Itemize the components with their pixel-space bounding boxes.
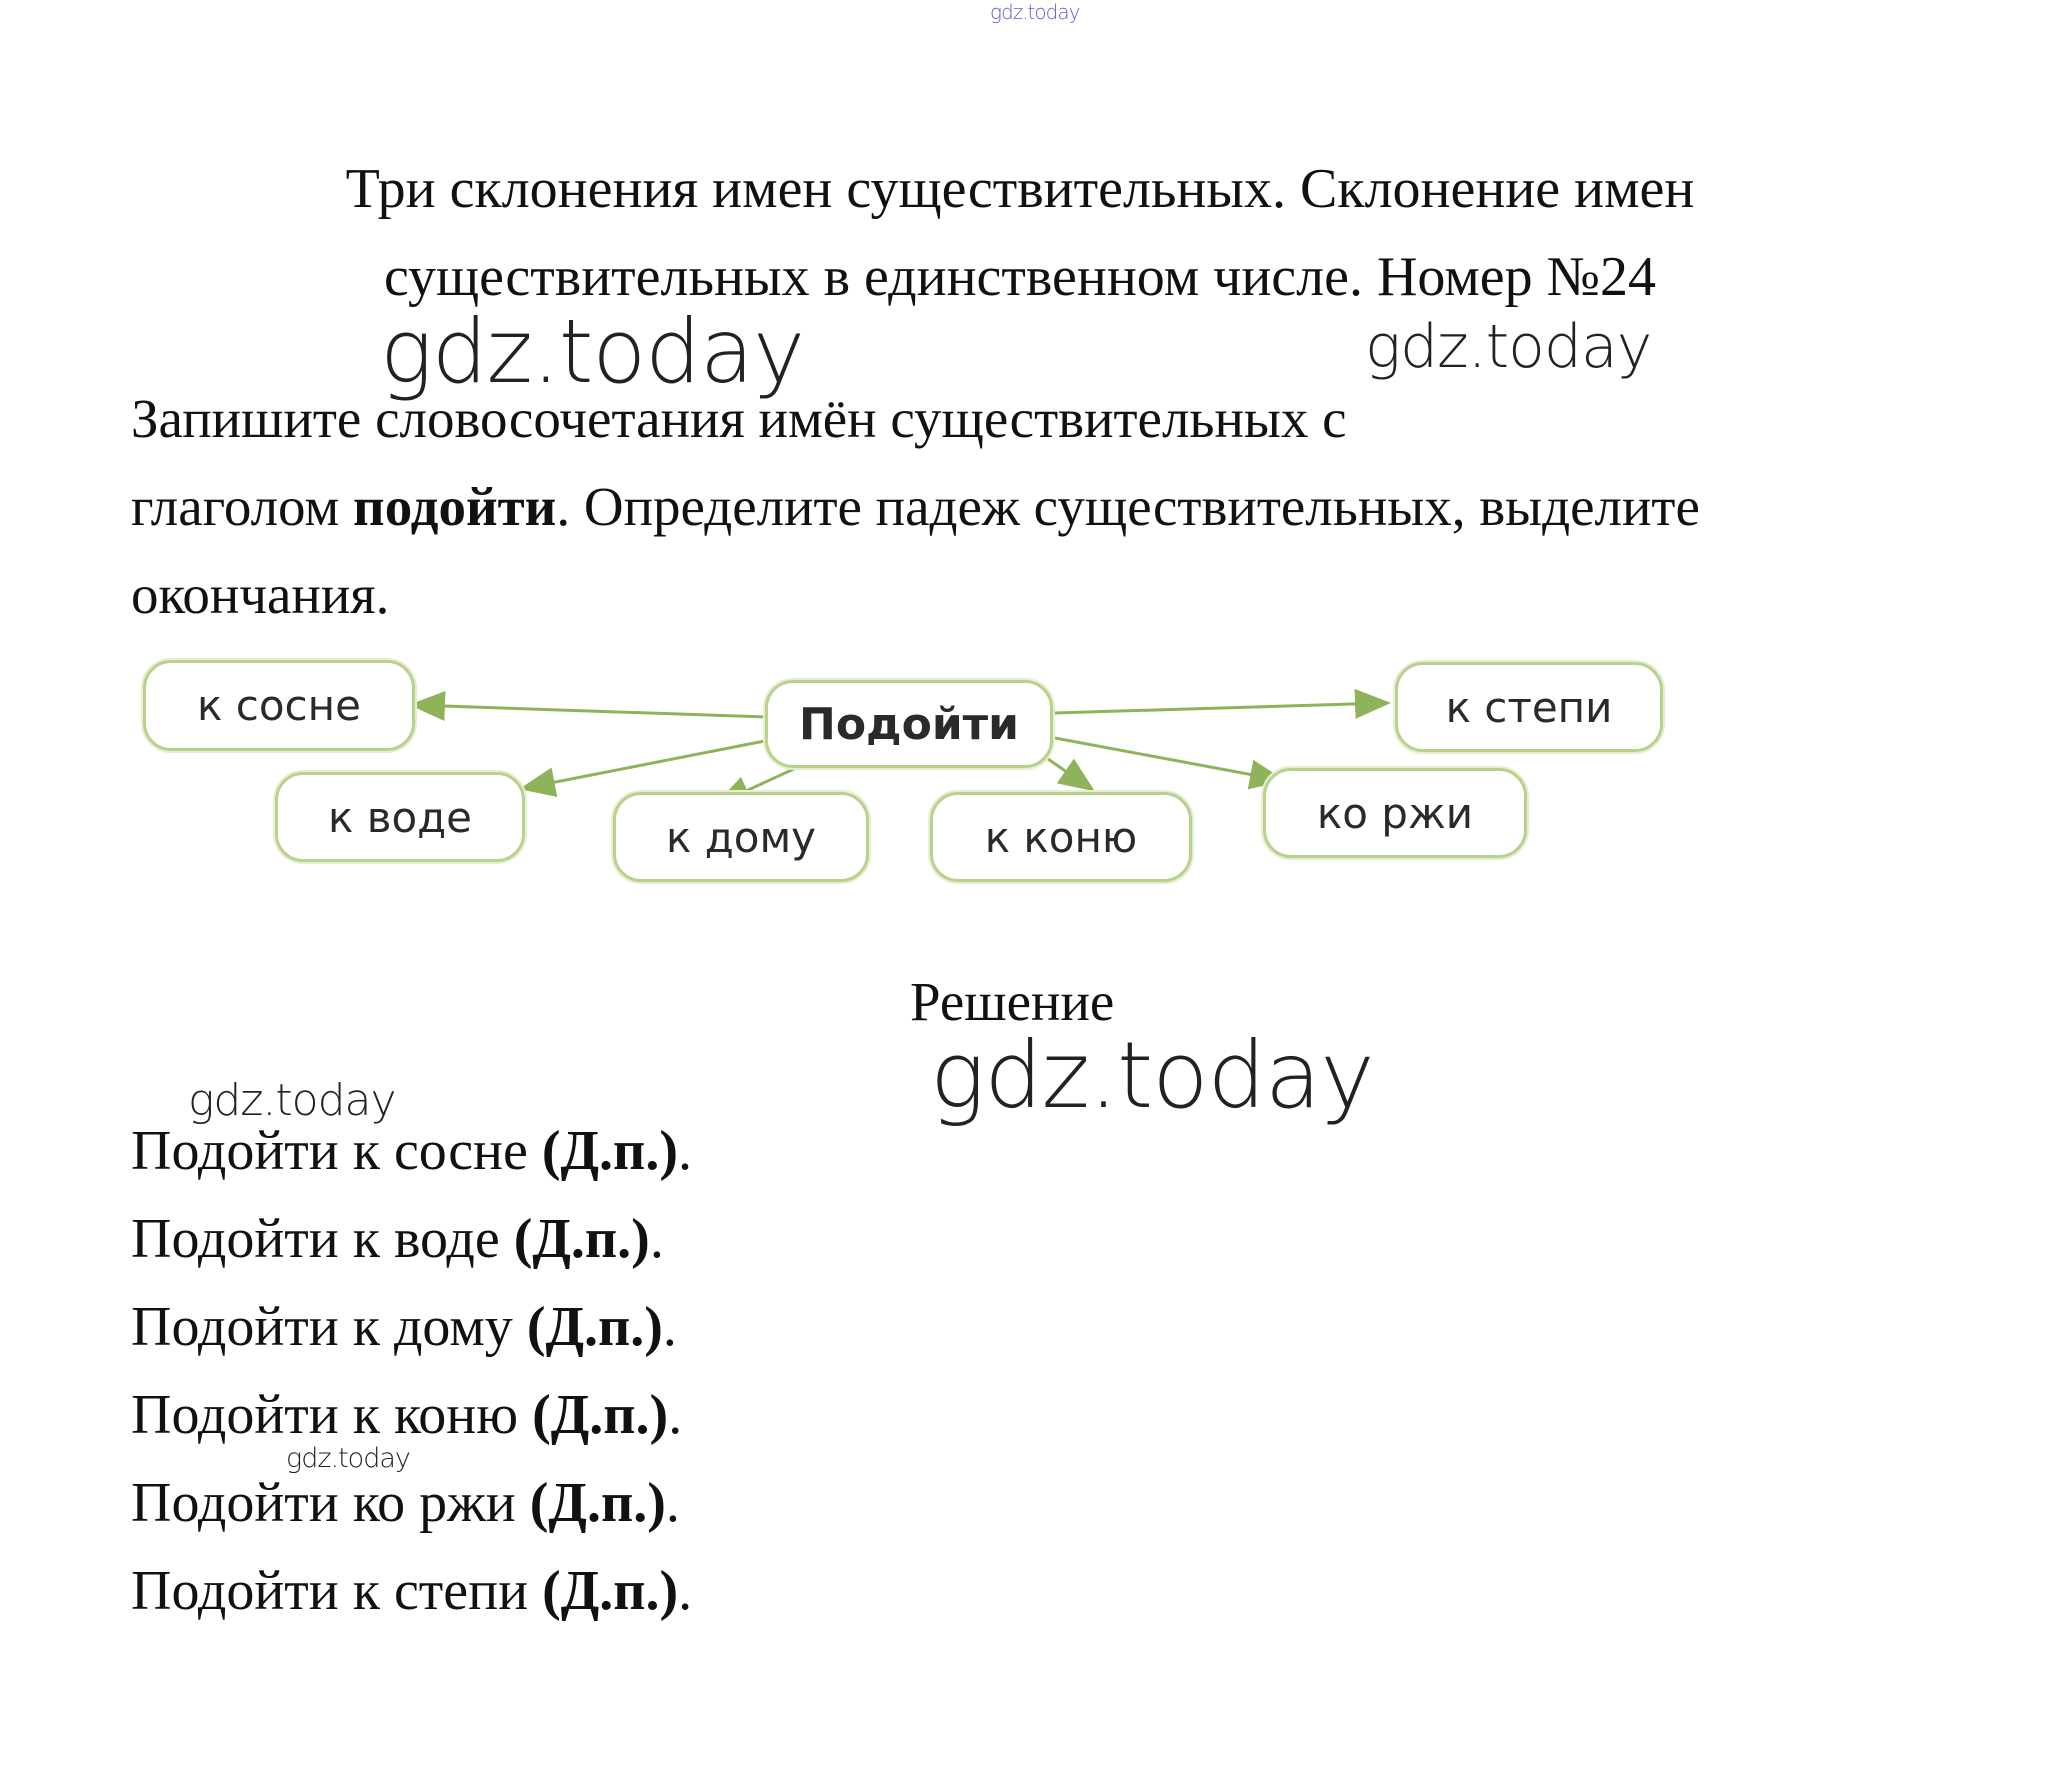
watermark-medium: gdz.today: [188, 1075, 396, 1126]
arrow-to-stepi: [1055, 703, 1385, 713]
task-line-3: окончания.: [131, 564, 390, 625]
answer-case: (Д.п.): [526, 1296, 663, 1358]
answer-line: [131, 1195, 692, 1283]
answer-end: .: [665, 1472, 680, 1534]
solution-title: Решение: [910, 971, 1115, 1032]
answers-list: [131, 1107, 692, 1635]
answer-line: [131, 1547, 692, 1635]
arrow-to-sosne: [415, 705, 765, 717]
answer-case: (Д.п.): [532, 1384, 669, 1446]
title-line-2: существительных в единственном числе. Номер №24: [383, 246, 1657, 308]
node-ko-rzhi: ко ржи: [1263, 768, 1527, 858]
task-text-after: . Определите падеж существительных, выделите: [556, 476, 1700, 537]
arrow-to-rzhi: [1055, 738, 1280, 780]
title-line-1: Три склонения имен существительных. Склонение имен: [345, 158, 1695, 220]
node-k-sosne: к сосне: [143, 660, 415, 751]
answer-end: .: [678, 1560, 693, 1622]
answer-end: .: [677, 1120, 692, 1182]
task-verb: подойти: [353, 476, 557, 537]
answer-line: [131, 1459, 692, 1547]
watermark-large-3: gdz.today: [930, 1022, 1374, 1129]
task-text: [131, 375, 1931, 639]
answer-case: (Д.п.): [541, 1120, 678, 1182]
watermark-top: gdz.today: [990, 0, 1080, 24]
answer-end: .: [668, 1384, 683, 1446]
answer-line: [131, 1283, 692, 1371]
answer-end: .: [649, 1208, 664, 1270]
node-k-domu: к дому: [613, 792, 869, 882]
task-line-1: Запишите словосочетания имён существительных с: [131, 388, 1347, 449]
answer-text: Подойти к дому: [131, 1296, 527, 1358]
node-k-vode: к воде: [275, 772, 525, 862]
node-k-stepi: к степи: [1395, 662, 1663, 752]
answer-text: Подойти к коню: [131, 1384, 533, 1446]
task-text-before: глаголом: [131, 476, 354, 537]
answer-line: [131, 1371, 692, 1459]
answer-text: Подойти к сосне: [131, 1120, 542, 1182]
node-center-podoyti: Подойти: [765, 680, 1053, 768]
answer-text: Подойти ко ржи: [131, 1472, 530, 1534]
answer-text: Подойти к воде: [131, 1208, 514, 1270]
watermark-small: gdz.today: [286, 1443, 410, 1474]
watermark-large-2: gdz.today: [1365, 312, 1652, 382]
arrow-to-vode: [525, 737, 785, 788]
watermark-large-1: gdz.today: [380, 300, 805, 403]
answer-case: (Д.п.): [542, 1560, 679, 1622]
task-line-2: [131, 463, 1931, 551]
answer-case: (Д.п.): [529, 1472, 666, 1534]
answer-end: .: [662, 1296, 677, 1358]
page-title: [180, 145, 1860, 321]
word-diagram: [135, 640, 1675, 890]
answer-case: (Д.п.): [513, 1208, 650, 1270]
answer-text: Подойти к степи: [131, 1560, 543, 1622]
node-k-konyu: к коню: [930, 792, 1192, 882]
